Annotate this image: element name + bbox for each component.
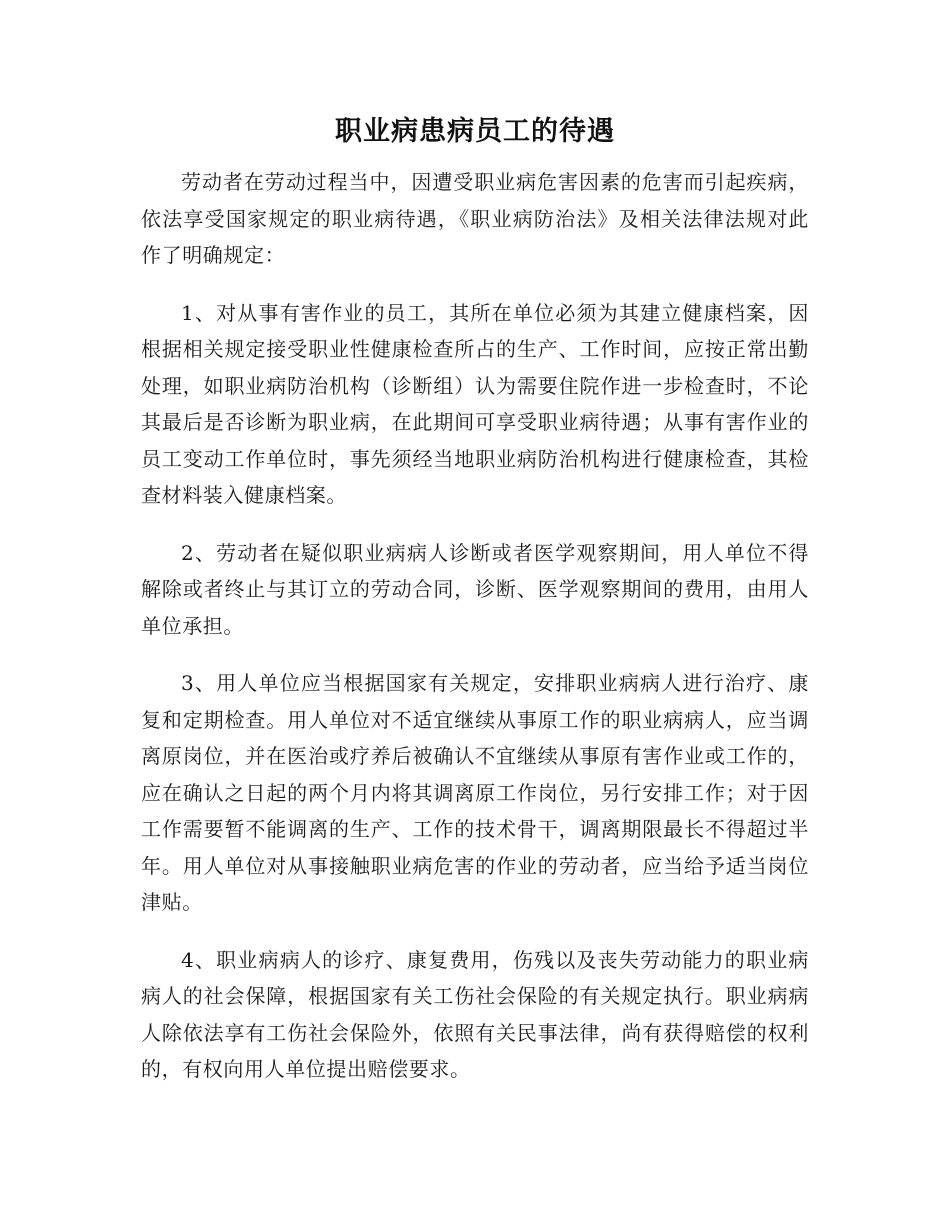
paragraph-item-2: 2、劳动者在疑似职业病病人诊断或者医学观察期间，用人单位不得解除或者终止与其订立的劳动合同，诊断、医学观察期间的费用，由用人单位承担。 [141, 540, 809, 638]
document-body [141, 164, 809, 1109]
paragraph-item-1: 1、对从事有害作业的员工，其所在单位必须为其建立健康档案，因根据相关规定接受职业性健康检查所占的生产、工作时间，应按正常出勤处理，如职业病防治机构（诊断组）认为需要住院作进一步检查时，不论其最后是否诊断为职业病，在此期间可享受职业病待遇；从事有害作业的员工变动工作单位时，事先须经当地职业病防治机构进行健康检查，其检查材料装入健康档案。 [141, 300, 809, 507]
paragraph-item-3: 3、用人单位应当根据国家有关规定，安排职业病病人进行治疗、康复和定期检查。用人单位对不适宜继续从事原工作的职业病病人，应当调离原岗位，并在医治或疗养后被确认不宜继续从事原有害作业或工作的，应在确认之日起的两个月内将其调离原工作岗位，另行安排工作；对于因工作需要暂不能调离的生产、工作的技术骨干，调离期限最长不得超过半年。用人单位对从事接触职业病危害的作业的劳动者，应当给予适当岗位津贴。 [141, 671, 809, 914]
paragraph-item-4: 4、职业病病人的诊疗、康复费用，伤残以及丧失劳动能力的职业病病人的社会保障，根据国家有关工伤社会保险的有关规定执行。职业病病人除依法享有工伤社会保险外，依照有关民事法律，尚有获得赔偿的权利的，有权向用人单位提出赔偿要求。 [141, 947, 809, 1081]
document-title: 职业病患病员工的待遇 [335, 116, 615, 147]
paragraph-intro: 劳动者在劳动过程当中，因遭受职业病危害因素的危害而引起疾病，依法享受国家规定的职业病待遇，《职业病防治法》及相关法律法规对此作了明确规定： [141, 170, 809, 267]
